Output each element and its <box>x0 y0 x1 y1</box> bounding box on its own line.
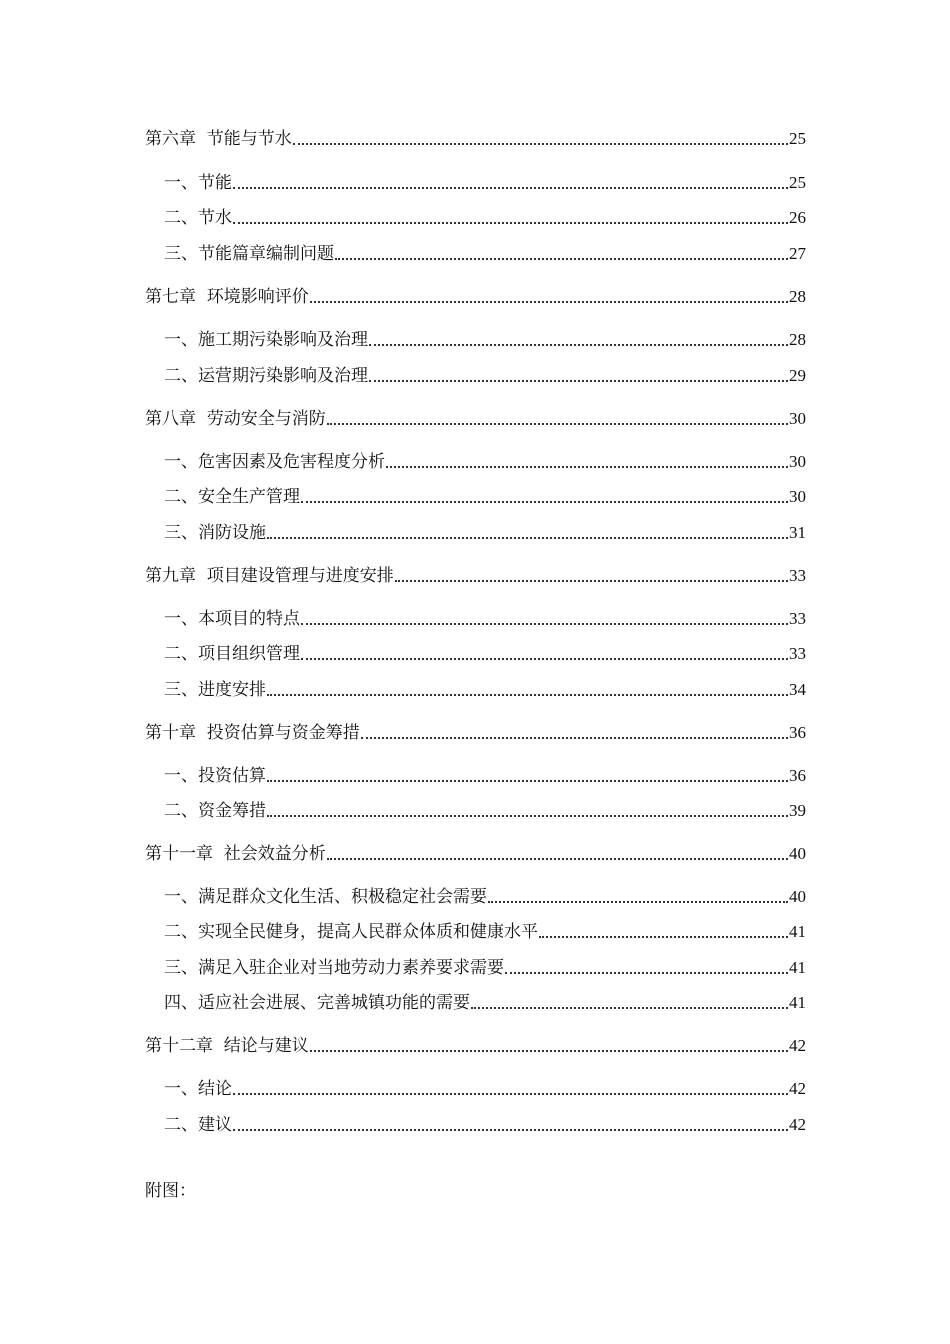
toc-dot-leader <box>233 1129 788 1131</box>
toc-page-number: 36 <box>789 723 806 742</box>
toc-dot-leader <box>267 780 788 782</box>
toc-section-entry[interactable] <box>164 203 806 229</box>
toc-page-number: 41 <box>789 958 806 977</box>
toc-page-number: 40 <box>789 844 806 863</box>
toc-page-number: 42 <box>789 1036 806 1055</box>
toc-entry-title: 二、节水 <box>164 208 232 228</box>
toc-dot-leader <box>369 380 788 382</box>
toc-dot-leader <box>233 1093 788 1095</box>
toc-dot-leader <box>327 858 788 860</box>
toc-entry-title: 第八章 劳动安全与消防 <box>145 409 326 429</box>
toc-page-number: 40 <box>789 887 806 906</box>
toc-page-number: 42 <box>789 1115 806 1134</box>
toc-chapter-entry[interactable] <box>145 404 806 430</box>
toc-entry-title: 二、项目组织管理 <box>164 644 300 664</box>
toc-dot-leader <box>267 537 788 539</box>
toc-entry-title: 第十一章 社会效益分析 <box>145 844 326 864</box>
toc-dot-leader <box>361 737 788 739</box>
toc-dot-leader <box>327 423 788 425</box>
appendix-label: 附图： <box>145 1181 196 1201</box>
toc-page-number: 30 <box>789 487 806 506</box>
toc-dot-leader <box>233 187 788 189</box>
toc-section-entry[interactable] <box>164 1110 806 1136</box>
toc-section-entry[interactable] <box>164 988 806 1014</box>
toc-page-number: 30 <box>789 409 806 428</box>
toc-chapter-entry[interactable] <box>145 282 806 308</box>
toc-chapter-entry[interactable] <box>145 718 806 744</box>
toc-dot-leader <box>267 694 788 696</box>
toc-page-number: 42 <box>789 1079 806 1098</box>
toc-entry-title: 第七章 环境影响评价 <box>145 287 309 307</box>
toc-chapter-entry[interactable] <box>145 1031 806 1057</box>
toc-entry-title: 第九章 项目建设管理与进度安排 <box>145 566 394 586</box>
toc-dot-leader <box>267 815 788 817</box>
toc-page-number: 41 <box>789 922 806 941</box>
toc-chapter-entry[interactable] <box>145 124 806 150</box>
toc-section-entry[interactable] <box>164 325 806 351</box>
toc-section-entry[interactable] <box>164 604 806 630</box>
toc-dot-leader <box>233 222 788 224</box>
toc-entry-title: 一、施工期污染影响及治理 <box>164 330 368 350</box>
toc-dot-leader <box>301 623 788 625</box>
toc-page-number: 34 <box>789 680 806 699</box>
toc-page-number: 26 <box>789 208 806 227</box>
toc-section-entry[interactable] <box>164 447 806 473</box>
toc-section-entry[interactable] <box>164 239 806 265</box>
toc-dot-leader <box>386 466 788 468</box>
toc-page-number: 31 <box>789 523 806 542</box>
toc-page-number: 36 <box>789 766 806 785</box>
toc-entry-title: 三、满足入驻企业对当地劳动力素养要求需要 <box>164 958 504 978</box>
toc-entry-title: 一、结论 <box>164 1079 232 1099</box>
toc-dot-leader <box>310 301 788 303</box>
toc-section-entry[interactable] <box>164 675 806 701</box>
toc-chapter-entry[interactable] <box>145 561 806 587</box>
toc-page-number: 33 <box>789 644 806 663</box>
toc-entry-title: 二、运营期污染影响及治理 <box>164 366 368 386</box>
toc-dot-leader <box>293 143 788 145</box>
toc-dot-leader <box>471 1007 788 1009</box>
toc-entry-title: 二、资金筹措 <box>164 801 266 821</box>
toc-dot-leader <box>335 258 788 260</box>
toc-dot-leader <box>395 580 788 582</box>
toc-entry-title: 一、节能 <box>164 173 232 193</box>
toc-entry-title: 三、进度安排 <box>164 680 266 700</box>
toc-dot-leader <box>488 901 788 903</box>
toc-entry-title: 第十二章 结论与建议 <box>145 1036 309 1056</box>
toc-entry-title: 三、节能篇章编制问题 <box>164 244 334 264</box>
toc-dot-leader <box>310 1050 788 1052</box>
toc-dot-leader <box>369 344 788 346</box>
toc-entry-title: 第十章 投资估算与资金筹措 <box>145 723 360 743</box>
toc-page-number: 30 <box>789 452 806 471</box>
toc-dot-leader <box>539 936 788 938</box>
toc-dot-leader <box>505 972 788 974</box>
toc-dot-leader <box>301 658 788 660</box>
toc-section-entry[interactable] <box>164 168 806 194</box>
toc-section-entry[interactable] <box>164 1074 806 1100</box>
toc-entry-title: 二、建议 <box>164 1115 232 1135</box>
toc-page-number: 28 <box>789 287 806 306</box>
toc-section-entry[interactable] <box>164 761 806 787</box>
toc-section-entry[interactable] <box>164 796 806 822</box>
toc-entry-title: 一、危害因素及危害程度分析 <box>164 452 385 472</box>
toc-entry-title: 一、投资估算 <box>164 766 266 786</box>
toc-page-number: 25 <box>789 129 806 148</box>
toc-entry-title: 二、安全生产管理 <box>164 487 300 507</box>
toc-section-entry[interactable] <box>164 482 806 508</box>
toc-page-number: 29 <box>789 366 806 385</box>
toc-page-number: 28 <box>789 330 806 349</box>
toc-page-number: 33 <box>789 566 806 585</box>
toc-section-entry[interactable] <box>164 882 806 908</box>
toc-entry-title: 一、本项目的特点 <box>164 609 300 629</box>
toc-section-entry[interactable] <box>164 917 806 943</box>
toc-page-number: 41 <box>789 993 806 1012</box>
toc-entry-title: 一、满足群众文化生活、积极稳定社会需要 <box>164 887 487 907</box>
toc-dot-leader <box>301 501 788 503</box>
toc-entry-title: 二、实现全民健身，提高人民群众体质和健康水平 <box>164 922 538 942</box>
toc-entry-title: 三、消防设施 <box>164 523 266 543</box>
toc-page-number: 27 <box>789 244 806 263</box>
toc-page-number: 25 <box>789 173 806 192</box>
toc-page-number: 33 <box>789 609 806 628</box>
toc-chapter-entry[interactable] <box>145 839 806 865</box>
toc-entry-title: 四、适应社会进展、完善城镇功能的需要 <box>164 993 470 1013</box>
toc-section-entry[interactable] <box>164 518 806 544</box>
toc-section-entry[interactable] <box>164 639 806 665</box>
toc-page-number: 39 <box>789 801 806 820</box>
toc-section-entry[interactable] <box>164 361 806 387</box>
toc-entry-title: 第六章 节能与节水 <box>145 129 292 149</box>
toc-section-entry[interactable] <box>164 953 806 979</box>
